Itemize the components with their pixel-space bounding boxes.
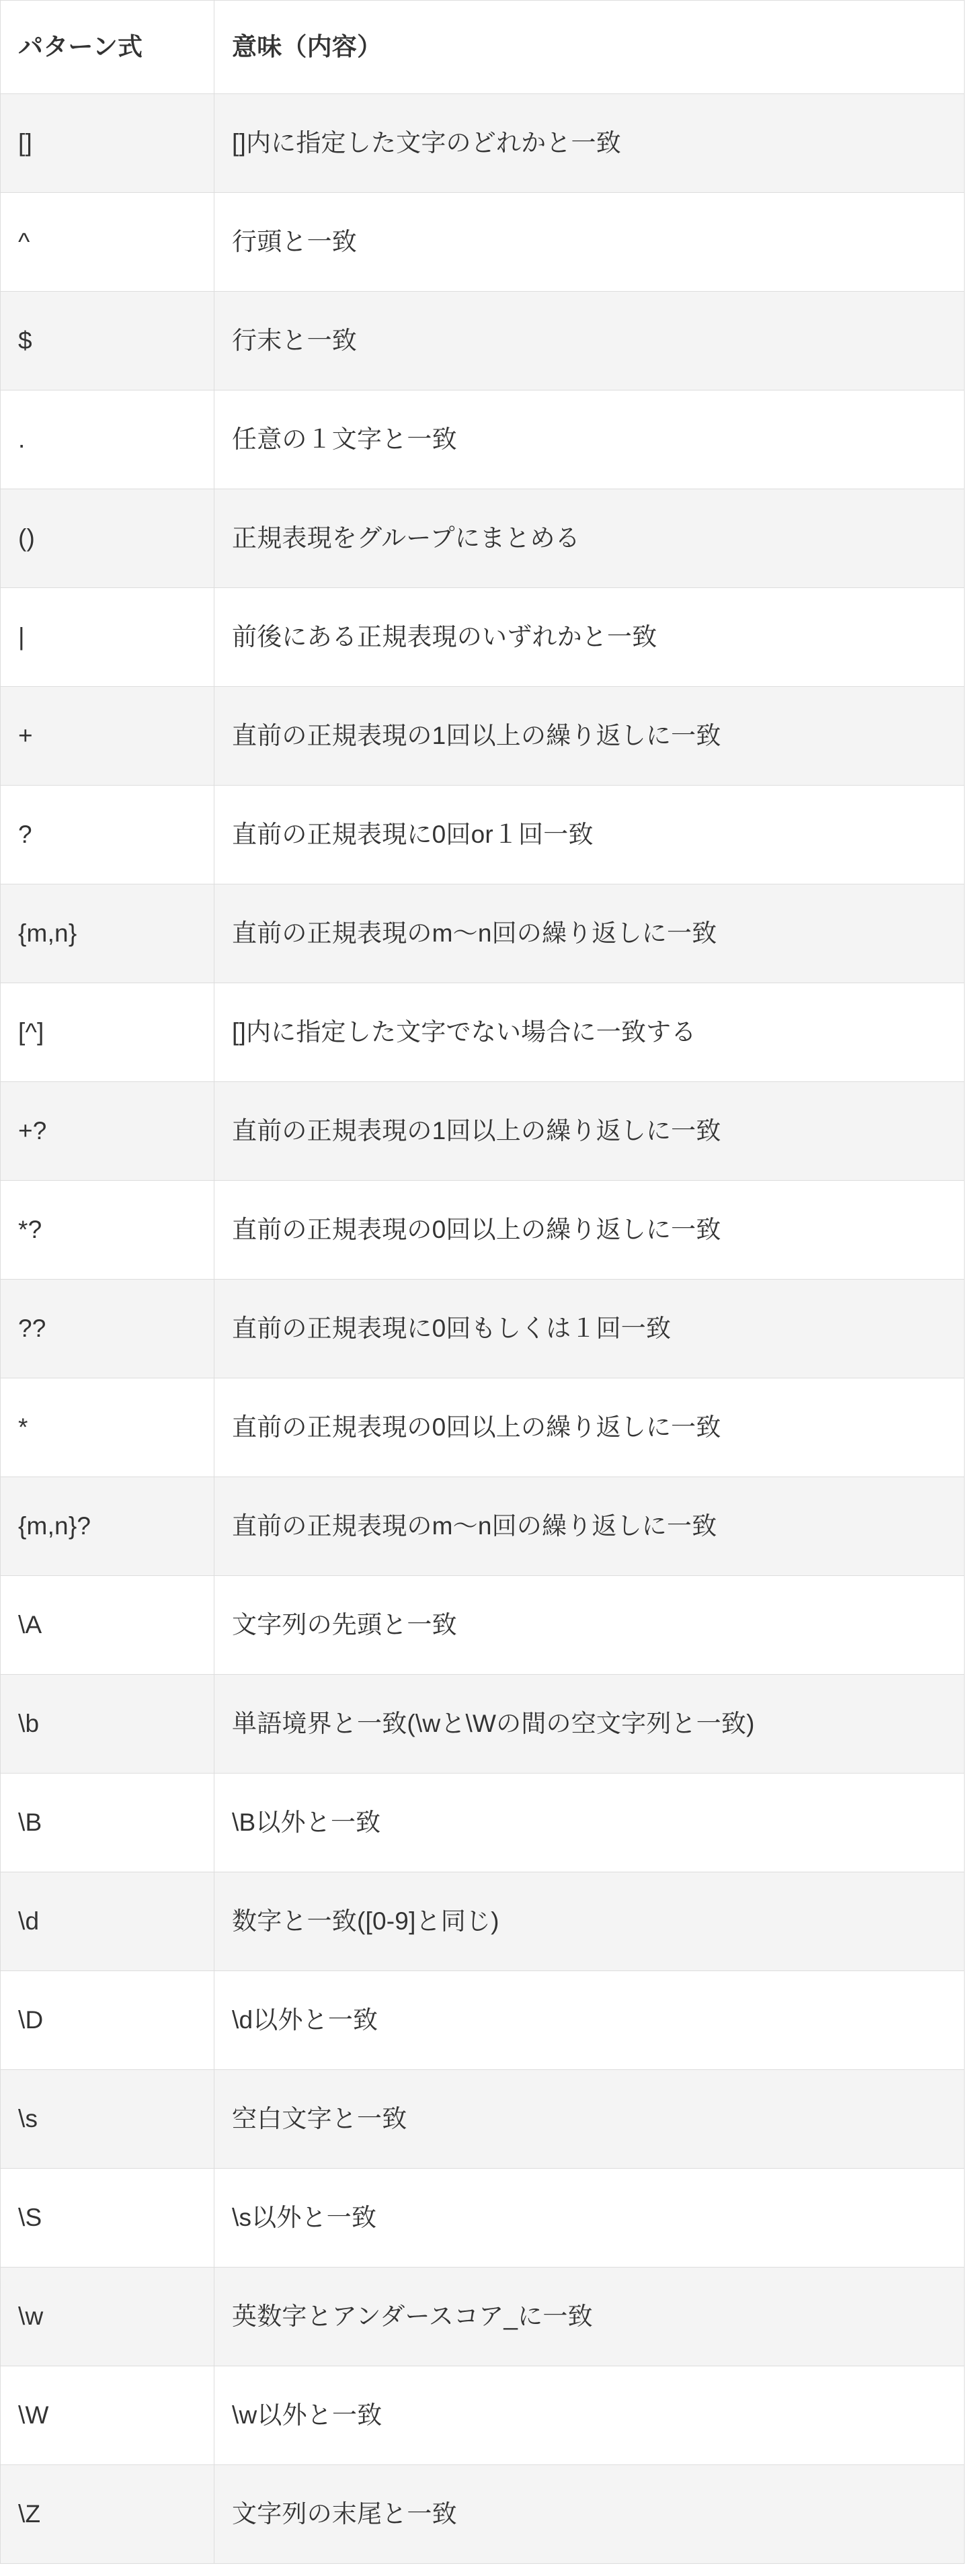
cell-meaning: 前後にある正規表現のいずれかと一致 <box>214 588 965 687</box>
cell-pattern: \W <box>1 2366 214 2465</box>
cell-meaning: []内に指定した文字のどれかと一致 <box>214 94 965 193</box>
cell-pattern: ?? <box>1 1280 214 1378</box>
cell-meaning: 行末と一致 <box>214 292 965 390</box>
cell-meaning: \d以外と一致 <box>214 1971 965 2070</box>
cell-pattern: \d <box>1 1872 214 1971</box>
cell-pattern: [^] <box>1 983 214 1082</box>
cell-meaning: 任意の１文字と一致 <box>214 390 965 489</box>
table-row <box>1 1477 965 1576</box>
cell-meaning: 空白文字と一致 <box>214 2070 965 2169</box>
cell-meaning: []内に指定した文字でない場合に一致する <box>214 983 965 1082</box>
table-row <box>1 1280 965 1378</box>
cell-meaning: \w以外と一致 <box>214 2366 965 2465</box>
cell-pattern: \B <box>1 1774 214 1872</box>
table-row <box>1 1576 965 1675</box>
cell-pattern: ^ <box>1 193 214 292</box>
cell-pattern: *? <box>1 1181 214 1280</box>
table-row <box>1 2465 965 2564</box>
table-row <box>1 1971 965 2070</box>
cell-pattern: \b <box>1 1675 214 1774</box>
table-row <box>1 489 965 588</box>
cell-pattern: \A <box>1 1576 214 1675</box>
cell-pattern: $ <box>1 292 214 390</box>
table-row <box>1 94 965 193</box>
table-row <box>1 2366 965 2465</box>
cell-meaning: 直前の正規表現に0回or１回一致 <box>214 786 965 884</box>
cell-meaning: 文字列の末尾と一致 <box>214 2465 965 2564</box>
cell-pattern: \S <box>1 2169 214 2268</box>
table-row <box>1 786 965 884</box>
cell-pattern: {m,n}? <box>1 1477 214 1576</box>
cell-pattern: ? <box>1 786 214 884</box>
cell-pattern: . <box>1 390 214 489</box>
cell-pattern: \s <box>1 2070 214 2169</box>
cell-meaning: 直前の正規表現のm〜n回の繰り返しに一致 <box>214 1477 965 1576</box>
table-row <box>1 193 965 292</box>
cell-meaning: 直前の正規表現の1回以上の繰り返しに一致 <box>214 687 965 786</box>
cell-pattern: +? <box>1 1082 214 1181</box>
table-row <box>1 588 965 687</box>
table-row <box>1 884 965 983</box>
table-header-row <box>1 1 965 94</box>
cell-pattern: \D <box>1 1971 214 2070</box>
cell-meaning: 英数字とアンダースコア_に一致 <box>214 2268 965 2366</box>
table-row <box>1 1181 965 1280</box>
cell-pattern: {m,n} <box>1 884 214 983</box>
cell-meaning: 直前の正規表現の0回以上の繰り返しに一致 <box>214 1378 965 1477</box>
column-header-pattern: パターン式 <box>1 1 214 94</box>
table-row <box>1 2268 965 2366</box>
cell-meaning: 直前の正規表現のm〜n回の繰り返しに一致 <box>214 884 965 983</box>
cell-pattern: [] <box>1 94 214 193</box>
table-row <box>1 292 965 390</box>
cell-meaning: 文字列の先頭と一致 <box>214 1576 965 1675</box>
cell-meaning: 正規表現をグループにまとめる <box>214 489 965 588</box>
cell-meaning: 数字と一致([0-9]と同じ) <box>214 1872 965 1971</box>
table-row <box>1 1872 965 1971</box>
cell-meaning: 単語境界と一致(\wと\Wの間の空文字列と一致) <box>214 1675 965 1774</box>
table-row <box>1 1675 965 1774</box>
cell-meaning: 行頭と一致 <box>214 193 965 292</box>
column-header-meaning: 意味（内容） <box>214 1 965 94</box>
cell-meaning: \B以外と一致 <box>214 1774 965 1872</box>
table-row <box>1 1082 965 1181</box>
cell-pattern: \w <box>1 2268 214 2366</box>
table-row <box>1 2169 965 2268</box>
table-row <box>1 2070 965 2169</box>
cell-pattern: * <box>1 1378 214 1477</box>
table-body <box>1 94 965 2564</box>
cell-meaning: \s以外と一致 <box>214 2169 965 2268</box>
cell-pattern: + <box>1 687 214 786</box>
table-header <box>1 1 965 94</box>
cell-meaning: 直前の正規表現の0回以上の繰り返しに一致 <box>214 1181 965 1280</box>
table-row <box>1 1378 965 1477</box>
cell-pattern: | <box>1 588 214 687</box>
cell-meaning: 直前の正規表現の1回以上の繰り返しに一致 <box>214 1082 965 1181</box>
table-row <box>1 983 965 1082</box>
table-row <box>1 687 965 786</box>
table-row <box>1 1774 965 1872</box>
cell-pattern: () <box>1 489 214 588</box>
table-row <box>1 390 965 489</box>
cell-meaning: 直前の正規表現に0回もしくは１回一致 <box>214 1280 965 1378</box>
cell-pattern: \Z <box>1 2465 214 2564</box>
